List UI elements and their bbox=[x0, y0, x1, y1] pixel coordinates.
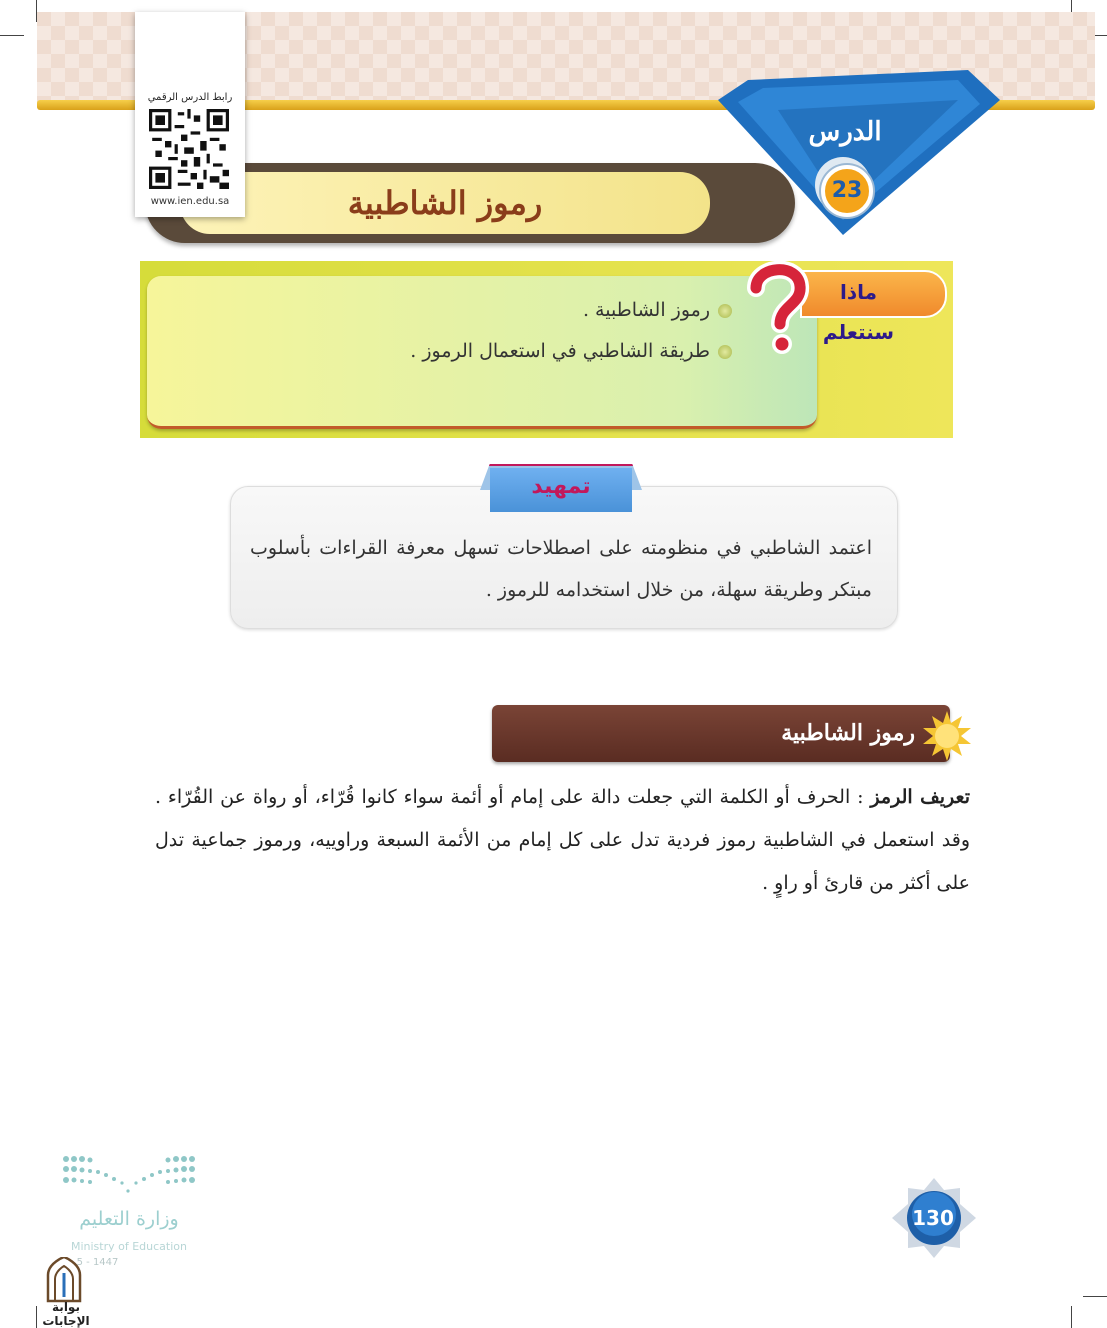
bullet-icon bbox=[718, 345, 732, 359]
section-body bbox=[155, 776, 970, 905]
intro-label: تمهيد bbox=[531, 474, 591, 499]
learn-item bbox=[410, 340, 732, 362]
qr-url[interactable]: www.ien.edu.sa bbox=[150, 196, 230, 207]
watermark-text: بوابة الإجابات bbox=[42, 1300, 90, 1328]
gate-logo-icon bbox=[44, 1257, 84, 1303]
learn-item bbox=[583, 299, 732, 321]
intro-text: اعتمد الشاطبي في منظومته على اصطلاحات تسهل معرفة القراءات بأسلوب مبتكر وطريقة سهلة، من خلال استخدامه للرموز . bbox=[250, 537, 872, 601]
question-mark-icon bbox=[742, 258, 812, 358]
lesson-label: الدرس bbox=[808, 117, 882, 147]
bullet-icon bbox=[718, 304, 732, 318]
qr-code-icon[interactable] bbox=[149, 109, 229, 189]
definition-text: : الحرف أو الكلمة التي جعلت دالة على إمام أو أئمة سواء كانوا قُرّاء، أو رواة عن القُرّاء . bbox=[155, 786, 864, 808]
sun-icon bbox=[922, 711, 972, 761]
section-paragraph: وقد استعمل في الشاطبية رموز فردية تدل على كل إمام من الأئمة السبعة وراوييه، ورموز جماعية تدل على أكثر من قارئ أو راوٍ . bbox=[155, 829, 970, 894]
ministry-name-ar: وزارة التعليم bbox=[79, 1208, 179, 1230]
learn-item-text: رموز الشاطبية . bbox=[582, 299, 710, 321]
learn-heading: ماذا سنتعلم bbox=[822, 280, 895, 344]
ministry-logo-icon bbox=[62, 1155, 196, 1197]
page-number: 130 bbox=[912, 1206, 954, 1230]
ministry-name-en: Ministry of Education bbox=[70, 1240, 187, 1253]
qr-caption: رابط الدرس الرقمي bbox=[147, 92, 233, 103]
section-title: رموز الشاطبية bbox=[781, 720, 915, 746]
crop-mark bbox=[1071, 1306, 1072, 1328]
lesson-number-badge: 23 bbox=[821, 165, 873, 217]
lesson-title: رموز الشاطبية bbox=[347, 184, 543, 222]
crop-mark bbox=[0, 35, 24, 36]
definition-term: تعريف الرمز bbox=[870, 786, 970, 808]
crop-mark bbox=[1083, 1296, 1107, 1297]
learn-item-text: طريقة الشاطبي في استعمال الرموز . bbox=[410, 340, 710, 362]
edition-year: 5 - 1447 bbox=[76, 1257, 119, 1268]
qr-card[interactable] bbox=[135, 12, 245, 217]
